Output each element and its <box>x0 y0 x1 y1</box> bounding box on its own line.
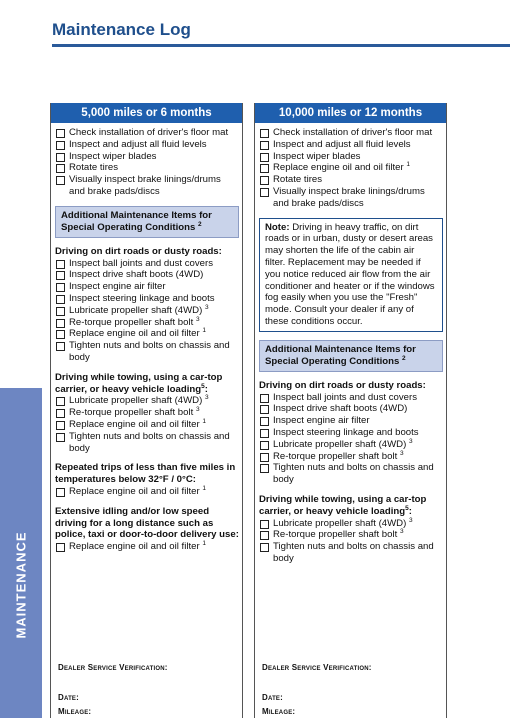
checkbox[interactable] <box>56 271 65 280</box>
cabin-filter-note <box>259 218 443 332</box>
checklist-item: Lubricate propeller shaft (4WD) $^3$ <box>259 518 443 530</box>
checklist-item: Tighten nuts and bolts on chassis and body <box>55 431 239 455</box>
checklist-item: Replace engine oil and oil filter $^1$ <box>55 328 239 340</box>
date-label: Date: <box>58 693 79 702</box>
checkbox[interactable] <box>56 164 65 173</box>
checkbox[interactable] <box>260 405 269 414</box>
checkbox[interactable] <box>260 153 269 162</box>
checklist-item: Rotate tires <box>55 162 239 174</box>
checkbox[interactable] <box>56 488 65 497</box>
checklist-item: Tighten nuts and bolts on chassis and body <box>259 541 443 565</box>
checklist-item: Inspect ball joints and dust covers <box>259 392 443 404</box>
date-label: Date: <box>262 693 283 702</box>
checkbox[interactable] <box>260 417 269 426</box>
checklist <box>259 127 443 210</box>
section-heading: Driving on dirt roads or dusty roads: <box>55 245 222 257</box>
mileage-label: Mileage: <box>262 707 296 716</box>
checklist-item: Tighten nuts and bolts on chassis and body <box>259 462 443 486</box>
note-label: Note: <box>265 221 290 233</box>
additional-items-box: Additional Maintenance Items for Special Operating Conditions $^2$ <box>55 206 239 238</box>
checkbox[interactable] <box>56 307 65 316</box>
checkbox[interactable] <box>56 409 65 418</box>
checkbox[interactable] <box>260 429 269 438</box>
checklist-item: Inspect and adjust all fluid levels <box>55 139 239 151</box>
mileage-label: Mileage: <box>58 707 92 716</box>
checklist-item: Lubricate propeller shaft (4WD) $^3$ <box>55 305 239 317</box>
column-10000-miles <box>254 103 447 718</box>
checklist-item: Inspect drive shaft boots (4WD) <box>259 403 443 415</box>
checklist-item: Re-torque propeller shaft bolt $^3$ <box>55 317 239 329</box>
checklist-item: Tighten nuts and bolts on chassis and body <box>55 340 239 364</box>
checkbox[interactable] <box>56 176 65 185</box>
checklist-item: Replace engine oil and oil filter $^1$ <box>55 541 239 553</box>
side-tab-label: MAINTENANCE <box>13 531 29 639</box>
checkbox[interactable] <box>56 397 65 406</box>
section-heading: Driving while towing, using a car-top carrier, or heavy vehicle loading$^5$: <box>259 493 427 517</box>
checklist-item: Replace engine oil and oil filter $^1$ <box>55 486 239 498</box>
checkbox[interactable] <box>260 188 269 197</box>
section-heading: Repeated trips of less than five miles in temperatures below 32°F / 0°C: <box>55 462 236 486</box>
checkbox[interactable] <box>56 295 65 304</box>
section-idling <box>55 506 239 553</box>
checklist-item: Check installation of driver's floor mat <box>259 127 443 139</box>
additional-items-box: Additional Maintenance Items for Special Operating Conditions $^2$ <box>259 340 443 372</box>
checkbox[interactable] <box>56 129 65 138</box>
section-dusty-roads <box>55 246 239 364</box>
checklist-item: Check installation of driver's floor mat <box>55 127 239 139</box>
checklist-item: Inspect ball joints and dust covers <box>55 258 239 270</box>
checklist-item: Inspect engine air filter <box>55 281 239 293</box>
checkbox[interactable] <box>260 531 269 540</box>
checkbox[interactable] <box>260 129 269 138</box>
checkbox[interactable] <box>56 421 65 430</box>
checklist-item: Re-torque propeller shaft bolt $^3$ <box>55 407 239 419</box>
checkbox[interactable] <box>56 283 65 292</box>
checklist-item: Visually inspect brake linings/drums and brake pads/discs <box>259 186 443 210</box>
checkbox[interactable] <box>56 543 65 552</box>
dealer-verification-label: Dealer Service Verification: <box>58 663 168 672</box>
checkbox[interactable] <box>260 453 269 462</box>
page-title: Maintenance Log <box>52 20 191 39</box>
checklist-item: Replace engine oil and oil filter $^1$ <box>55 419 239 431</box>
checkbox[interactable] <box>56 141 65 150</box>
checkbox[interactable] <box>56 319 65 328</box>
checklist-item: Replace engine oil and oil filter $^1$ <box>259 162 443 174</box>
column-5000-miles <box>50 103 243 718</box>
checkbox[interactable] <box>56 260 65 269</box>
section-heading: Driving on dirt roads or dusty roads: <box>259 379 426 391</box>
section-heading: Driving while towing, using a car-top carrier, or heavy vehicle loading$^5$: <box>55 371 223 395</box>
checklist <box>55 127 239 198</box>
checklist-item: Visually inspect brake linings/drums and brake pads/discs <box>55 174 239 198</box>
checklist-item: Inspect wiper blades <box>55 151 239 163</box>
checklist-item: Inspect steering linkage and boots <box>259 427 443 439</box>
checkbox[interactable] <box>260 441 269 450</box>
section-towing <box>259 494 443 565</box>
title-rule <box>52 44 510 47</box>
section-short-trips <box>55 462 239 497</box>
checkbox[interactable] <box>56 433 65 442</box>
checkbox[interactable] <box>260 141 269 150</box>
checklist-item: Re-torque propeller shaft bolt $^3$ <box>259 529 443 541</box>
checklist-item: Rotate tires <box>259 174 443 186</box>
dealer-verification-label: Dealer Service Verification: <box>262 663 372 672</box>
checkbox[interactable] <box>260 520 269 529</box>
section-heading: Extensive idling and/or low speed driving for a long distance such as police, taxi or door-to-door delivery use: <box>55 505 239 541</box>
checklist-item: Lubricate propeller shaft (4WD) $^3$ <box>259 439 443 451</box>
section-dusty-roads <box>259 380 443 486</box>
checklist-item: Inspect drive shaft boots (4WD) <box>55 269 239 281</box>
checklist-item: Inspect steering linkage and boots <box>55 293 239 305</box>
column-header: 10,000 miles or 12 months <box>255 103 446 123</box>
checklist-item: Lubricate propeller shaft (4WD) $^3$ <box>55 395 239 407</box>
checkbox[interactable] <box>56 153 65 162</box>
checklist-item: Inspect and adjust all fluid levels <box>259 139 443 151</box>
checkbox[interactable] <box>260 543 269 552</box>
column-header: 5,000 miles or 6 months <box>51 103 242 123</box>
section-towing <box>55 372 239 455</box>
note-text: Driving in heavy traffic, on dirt roads or in urban, dusty or desert areas may shorten the life of the cabin air filter. Replacement may be needed if you notice reduced air flow from the air conditioner and heater or if the windows fog easily when you use the "Fresh" mode. Consult your dealer if any of these conditions occur. <box>265 221 435 327</box>
checkbox[interactable] <box>260 176 269 185</box>
checkbox[interactable] <box>260 164 269 173</box>
checkbox[interactable] <box>56 342 65 351</box>
checklist-item: Re-torque propeller shaft bolt $^3$ <box>259 451 443 463</box>
checklist-item: Inspect wiper blades <box>259 151 443 163</box>
checkbox[interactable] <box>56 330 65 339</box>
checkbox[interactable] <box>260 394 269 403</box>
checklist-item: Inspect engine air filter <box>259 415 443 427</box>
checkbox[interactable] <box>260 464 269 473</box>
